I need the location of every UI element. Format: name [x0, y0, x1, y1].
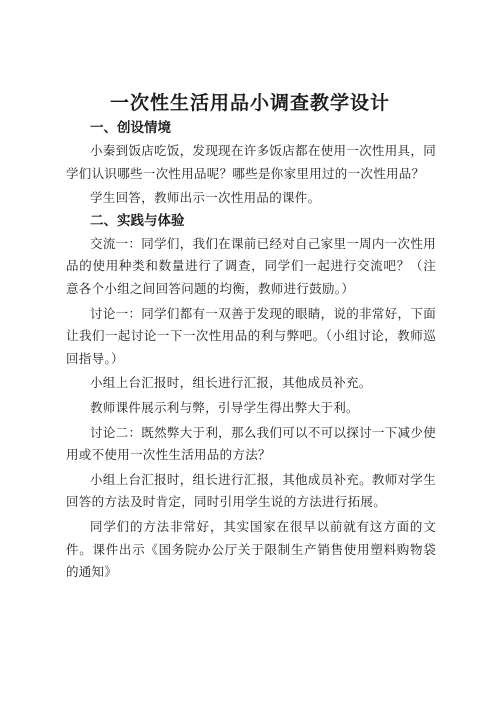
- paragraph: 小秦到饭店吃饭，发现现在许多饭店都在使用一次性用具，同学们认识哪些一次性用品呢？哪些是你家里用过的一次性用品？: [66, 143, 436, 181]
- paragraph: 小组上台汇报时，组长进行汇报，其他成员补充。教师对学生回答的方法及时肯定，同时引用学生说的方法进行拓展。: [66, 471, 436, 510]
- paragraph: 教师课件展示利与弊，引导学生得出弊大于利。: [90, 399, 359, 415]
- paragraph: 学生回答，教师出示一次性用品的课件。: [90, 190, 321, 206]
- paragraph: 交流一：同学们，我们在课前已经对自己家里一周内一次性用品的使用种类和数量进行了调查，同学们一起进行交流吧？（注意各个小组之间回答问题的均衡，教师进行鼓励。）: [66, 235, 436, 296]
- paragraph: 讨论一：同学们都有一双善于发现的眼睛，说的非常好，下面让我们一起讨论一下一次性用品的利与弊吧。（小组讨论，教师巡回指导。）: [66, 305, 436, 366]
- paragraph: 讨论二：既然弊大于利，那么我们可以不可以探讨一下减少使用或不使用一次性生活用品的方法？: [66, 424, 436, 463]
- document-body: [66, 117, 436, 584]
- section-heading: 一、创设情境: [90, 120, 171, 136]
- section-practice-experience: [66, 210, 436, 584]
- paragraph: 同学们的方法非常好，其实国家在很早以前就有这方面的文件。课件出示《国务院办公厅关于限制生产销售使用塑料购物袋的通知》: [66, 518, 436, 580]
- paragraph: 小组上台汇报时，组长进行汇报，其他成员补充。: [90, 375, 372, 391]
- document-title: 一次性生活用品小调查教学设计: [109, 92, 390, 114]
- section-heading: 二、实践与体验: [90, 212, 185, 229]
- section-create-situation: [66, 117, 436, 210]
